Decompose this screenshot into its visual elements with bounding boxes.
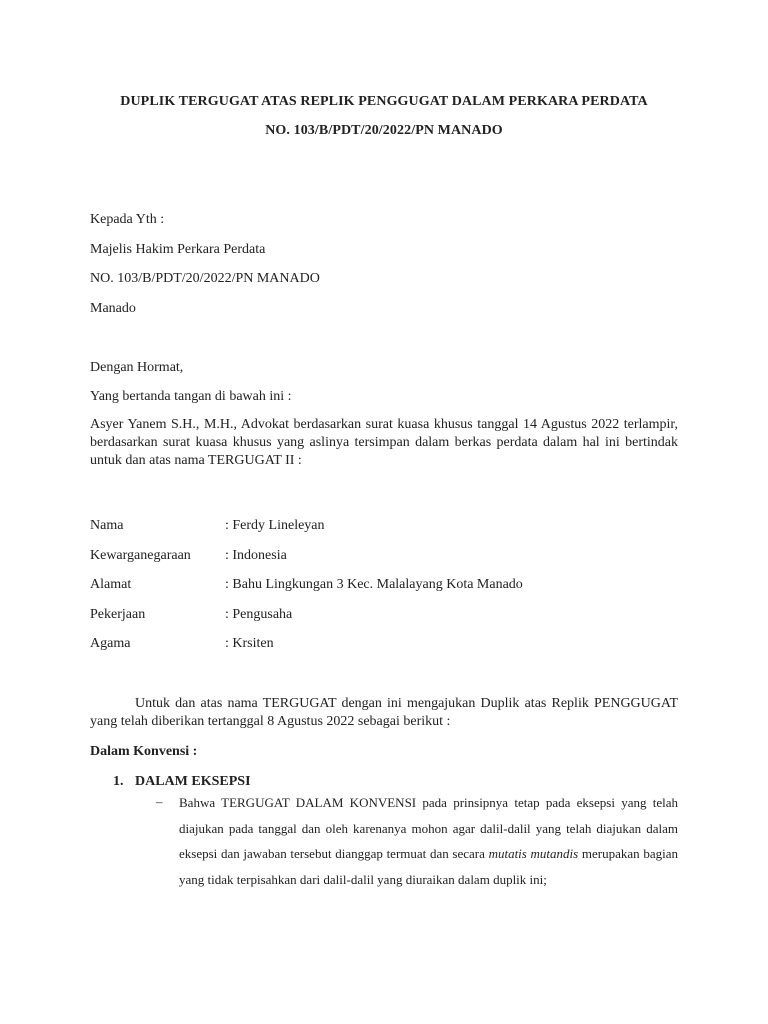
list-item-text-before: Bahwa TERGUGAT DALAM KONVENSI pada prinsipnya tetap pada eksepsi yang telah diajukan pada tanggal dan oleh karenanya mohon agar dalil-dalil yang telah diajukan dalam eksepsi dan jawaban tersebut dianggap termuat dan secara xyxy=(179,795,678,861)
greeting: Dengan Hormat, xyxy=(90,360,184,375)
signed-intro: Yang bertanda tangan di bawah ini : xyxy=(90,389,292,404)
recipient-line-3: NO. 103/B/PDT/20/2022/PN MANADO xyxy=(90,271,320,286)
list-bullet: – xyxy=(156,794,163,809)
identity-value-alamat: : Bahu Lingkungan 3 Kec. Malalayang Kota Manado xyxy=(225,577,523,592)
list-item-text xyxy=(179,790,678,892)
recipient-line-2: Majelis Hakim Perkara Perdata xyxy=(90,242,266,257)
list-item-text-after: merupakan bagian yang tidak terpisahkan dari dalil-dalil yang diuraikan dalam duplik ini; xyxy=(179,846,678,887)
identity-label-kewarganegaraan: Kewarganegaraan xyxy=(90,548,191,563)
identity-value-agama: : Krsiten xyxy=(225,636,274,651)
identity-label-agama: Agama xyxy=(90,636,131,651)
list-title: DALAM EKSEPSI xyxy=(135,774,251,789)
identity-label-nama: Nama xyxy=(90,518,124,533)
recipient-line-1: Kepada Yth : xyxy=(90,212,165,227)
list-item-italic: mutatis mutandis xyxy=(488,846,579,861)
document-title-line2: NO. 103/B/PDT/20/2022/PN MANADO xyxy=(265,123,503,138)
intro-paragraph: Asyer Yanem S.H., M.H., Advokat berdasarkan surat kuasa khusus tanggal 14 Agustus 2022 terlampir, berdasarkan surat kuasa khusus yang aslinya tersimpan dalam berkas perdata dalam hal ini bertindak untuk dan atas nama TERGUGAT II : xyxy=(90,417,678,468)
identity-label-alamat: Alamat xyxy=(90,577,132,592)
identity-value-nama: : Ferdy Lineleyan xyxy=(225,518,325,533)
recipient-line-4: Manado xyxy=(90,301,136,316)
identity-value-pekerjaan: : Pengusaha xyxy=(225,607,293,622)
body-paragraph xyxy=(90,695,678,731)
identity-value-kewarganegaraan: : Indonesia xyxy=(225,548,287,563)
section-heading: Dalam Konvensi : xyxy=(90,744,198,759)
list-number: 1. xyxy=(113,774,124,789)
body-paragraph-text: Untuk dan atas nama TERGUGAT dengan ini mengajukan Duplik atas Replik PENGGUGAT yang telah diberikan tertanggal 8 Agustus 2022 sebagai berikut : xyxy=(90,696,678,729)
document-title-line1: DUPLIK TERGUGAT ATAS REPLIK PENGGUGAT DALAM PERKARA PERDATA xyxy=(120,94,648,109)
identity-label-pekerjaan: Pekerjaan xyxy=(90,607,146,622)
